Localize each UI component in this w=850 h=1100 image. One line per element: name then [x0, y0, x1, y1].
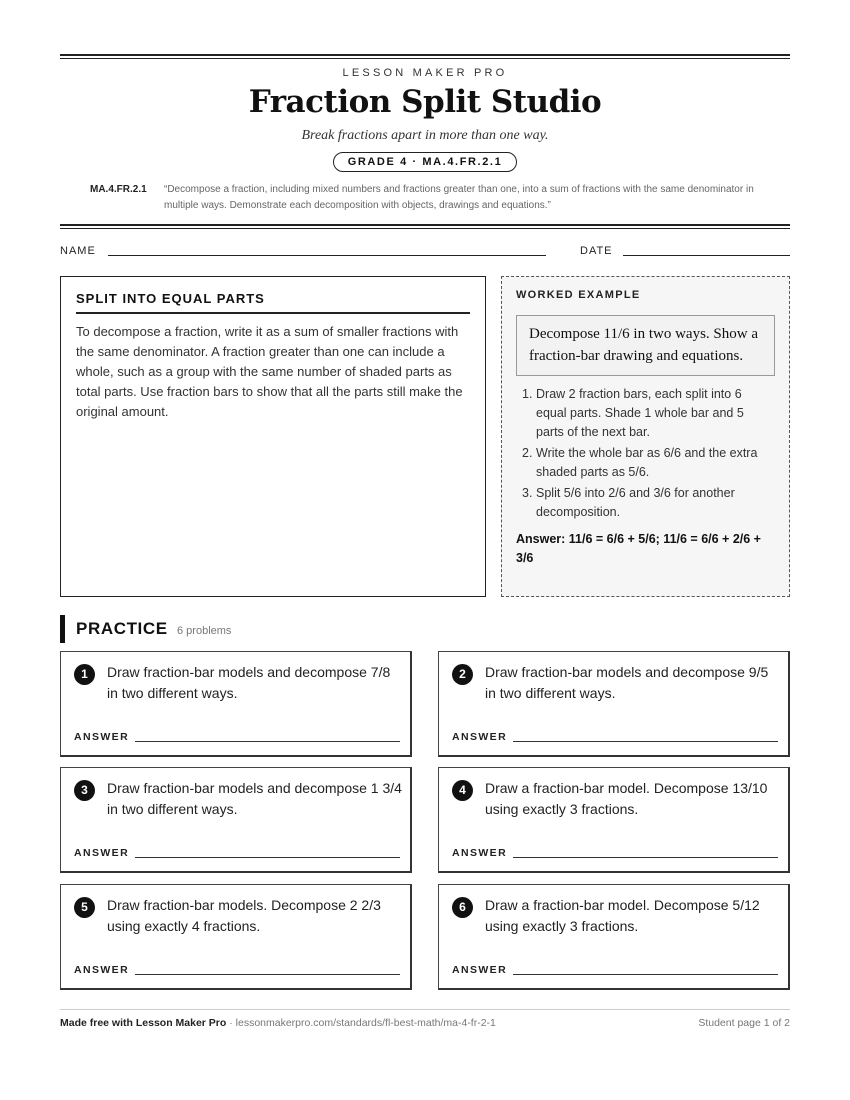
step-text: Write the whole bar as 6/6 and the extra shaded parts as 5/6. — [536, 446, 758, 479]
problem-number-badge: 5 — [74, 897, 95, 918]
footer-rule — [60, 1009, 790, 1010]
problem-number-badge: 2 — [452, 664, 473, 685]
standard-code: MA.4.FR.2.1 — [90, 184, 147, 195]
problem-text: Draw fraction-bar models and decompose 1 3/4 in two different ways. — [107, 780, 402, 817]
worked-example-heading: WORKED EXAMPLE — [516, 289, 641, 301]
worked-example-answer: Answer: 11/6 = 6/6 + 5/6; 11/6 = 6/6 + 2/6 + 3/6 — [516, 532, 761, 565]
answer-label: ANSWER — [74, 964, 130, 976]
problem-text: Draw fraction-bar models. Decompose 2 2/3 using exactly 4 fractions. — [107, 897, 381, 934]
date-label: DATE — [580, 245, 613, 257]
step-number: 1. — [522, 387, 533, 401]
header-bottom-double-rule — [60, 224, 790, 229]
concept-body: To decompose a fraction, write it as a sum of smaller fractions with the same denominator. A fraction greater than one can include a whole, such as a group with the same number of shaded parts as total parts. Use fraction bars to show that all the parts still make the original amount. — [76, 324, 463, 419]
brand-name: LESSON MAKER PRO — [342, 67, 508, 79]
problem-number-badge: 6 — [452, 897, 473, 918]
answer-field[interactable] — [135, 857, 400, 858]
answer-label: ANSWER — [74, 731, 130, 743]
name-label: NAME — [60, 245, 96, 257]
problem-text: Draw fraction-bar models and decompose 7/8 in two different ways. — [107, 664, 391, 701]
answer-field[interactable] — [513, 857, 778, 858]
answer-field[interactable] — [135, 974, 400, 975]
page-footer — [60, 1017, 790, 1029]
concept-box — [60, 276, 486, 597]
problem-text: Draw a fraction-bar model. Decompose 5/12 using exactly 3 fractions. — [485, 897, 760, 934]
answer-field[interactable] — [513, 974, 778, 975]
standard-statement — [90, 182, 790, 214]
answer-label: ANSWER — [452, 847, 508, 859]
name-field[interactable] — [108, 255, 546, 256]
name-date-row — [60, 245, 790, 259]
answer-field[interactable] — [135, 741, 400, 742]
grade-badge-wrap — [60, 152, 790, 172]
problem-number-badge: 4 — [452, 780, 473, 801]
worksheet-title: Fraction Split Studio — [248, 84, 602, 120]
worksheet-page — [60, 0, 790, 1100]
worked-example-box — [501, 276, 790, 597]
answer-label: ANSWER — [74, 847, 130, 859]
answer-label: ANSWER — [452, 731, 508, 743]
practice-label: PRACTICE — [76, 619, 168, 638]
answer-field[interactable] — [513, 741, 778, 742]
answer-label: ANSWER — [452, 964, 508, 976]
step-number: 3. — [522, 486, 533, 500]
concept-heading: SPLIT INTO EQUAL PARTS — [76, 291, 470, 314]
date-field[interactable] — [623, 255, 790, 256]
problem-number-badge: 1 — [74, 664, 95, 685]
step-text: Split 5/6 into 2/6 and 3/6 for another decomposition. — [536, 486, 735, 519]
practice-count: 6 problems — [177, 625, 232, 637]
worked-example-step — [516, 385, 775, 442]
problem-card-3 — [60, 767, 412, 873]
top-double-rule — [60, 54, 790, 59]
problem-card-6 — [438, 884, 790, 990]
problem-card-1 — [60, 651, 412, 757]
problem-card-4 — [438, 767, 790, 873]
worked-example-prompt: Decompose 11/6 in two ways. Show a fraction-bar drawing and equations. — [516, 315, 775, 376]
worksheet-subtitle: Break fractions apart in more than one way. — [301, 128, 549, 143]
problem-card-2 — [438, 651, 790, 757]
step-text: Draw 2 fraction bars, each split into 6 equal parts. Shade 1 whole bar and 5 parts of the next bar. — [536, 387, 744, 439]
practice-header — [60, 615, 790, 643]
worked-example-step — [516, 444, 775, 482]
worked-example-steps — [516, 385, 775, 522]
problem-text: Draw fraction-bar models and decompose 9/5 in two different ways. — [485, 664, 769, 701]
footer-url[interactable]: · lessonmakerpro.com/standards/fl-best-math/ma-4-fr-2-1 — [226, 1017, 496, 1029]
footer-made-with: Made free with Lesson Maker Pro — [60, 1017, 227, 1029]
practice-accent-bar — [60, 615, 65, 643]
standard-text: “Decompose a fraction, including mixed numbers and fractions greater than one, into a sum of fractions with the same denominator in multiple ways. Demonstrate each decomposition with objects, drawings and equations.” — [164, 184, 754, 211]
problem-card-5 — [60, 884, 412, 990]
problem-text: Draw a fraction-bar model. Decompose 13/10 using exactly 3 fractions. — [485, 780, 768, 817]
problem-number-badge: 3 — [74, 780, 95, 801]
grade-badge: GRADE 4 · MA.4.FR.2.1 — [333, 152, 518, 172]
worked-example-step — [516, 484, 775, 522]
step-number: 2. — [522, 446, 533, 460]
footer-page-number: Student page 1 of 2 — [698, 1017, 790, 1029]
